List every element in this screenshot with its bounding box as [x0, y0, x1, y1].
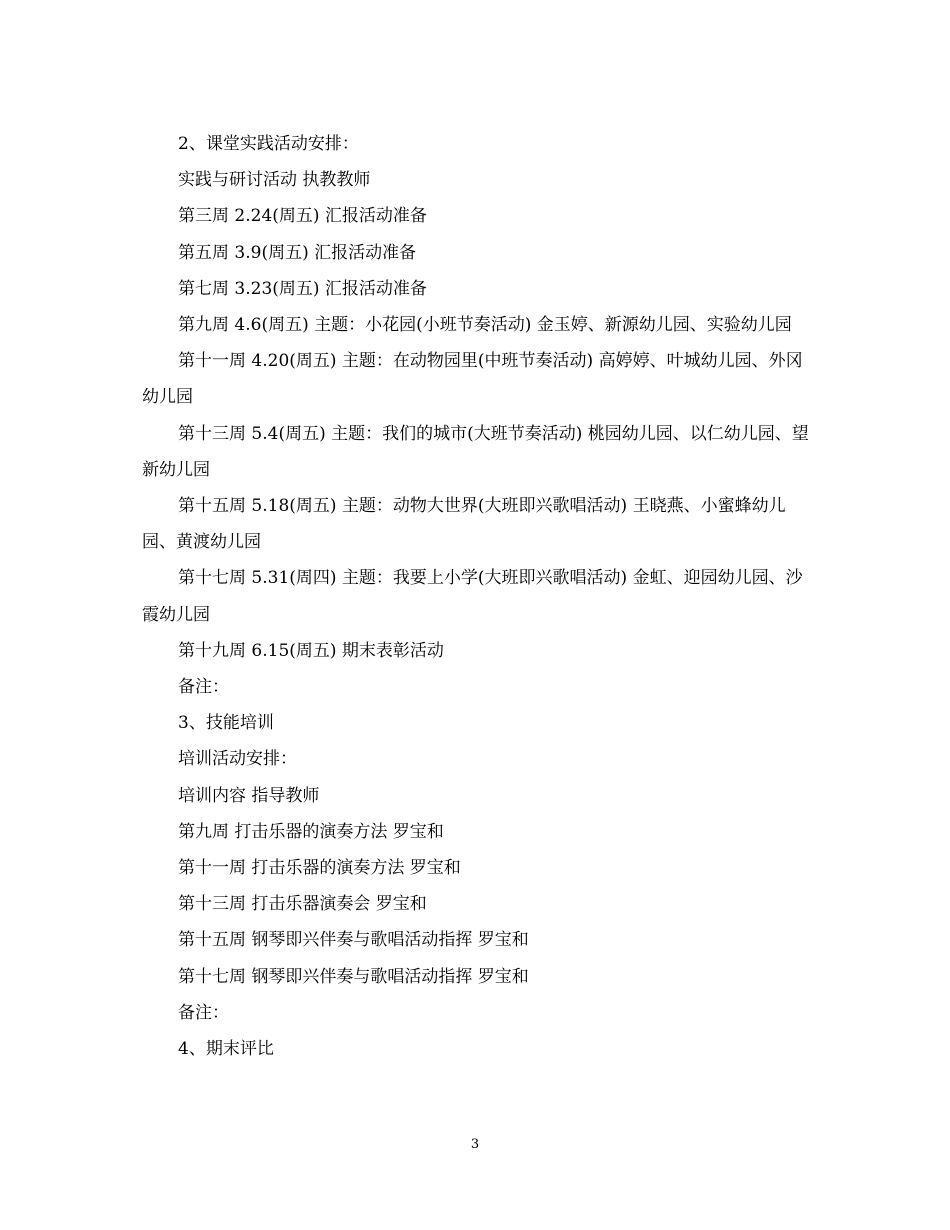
training-item: 第十一周 打击乐器的演奏方法 罗宝和	[178, 858, 461, 879]
schedule-item: 第五周 3.9(周五) 汇报活动准备	[178, 242, 417, 263]
training-item: 第十七周 钢琴即兴伴奏与歌唱活动指挥 罗宝和	[178, 966, 529, 987]
schedule-item: 第十九周 6.15(周五) 期末表彰活动	[178, 640, 444, 661]
training-item: 第十五周 钢琴即兴伴奏与歌唱活动指挥 罗宝和	[178, 930, 529, 951]
document-body	[142, 126, 810, 1067]
schedule-item: 第十一周 4.20(周五) 主题：在动物园里(中班节奏活动) 高婷婷、叶城幼儿园、外冈幼儿园	[142, 351, 803, 408]
schedule-item: 第十七周 5.31(周四) 主题：我要上小学(大班即兴歌唱活动) 金虹、迎园幼儿园、沙霞幼儿园	[142, 568, 803, 625]
section-heading-skill-training: 3、技能培训	[178, 713, 274, 734]
remarks-label: 备注：	[178, 677, 229, 698]
schedule-item: 第三周 2.24(周五) 汇报活动准备	[178, 206, 427, 227]
training-arrangement-label: 培训活动安排：	[178, 749, 297, 770]
training-item: 第十三周 打击乐器演奏会 罗宝和	[178, 894, 427, 915]
section-heading-final-evaluation: 4、期末评比	[178, 1039, 274, 1060]
page-number: 3	[470, 1137, 480, 1152]
schedule-item: 第十三周 5.4(周五) 主题：我们的城市(大班节奏活动) 桃园幼儿园、以仁幼儿园、望新幼儿园	[142, 423, 809, 480]
training-item: 第九周 打击乐器的演奏方法 罗宝和	[178, 821, 444, 842]
section-heading-classroom-practice: 2、课堂实践活动安排：	[178, 134, 359, 154]
remarks-label: 备注：	[178, 1002, 229, 1023]
table-header-practice: 实践与研讨活动 执教教师	[178, 170, 371, 191]
schedule-item: 第七周 3.23(周五) 汇报活动准备	[178, 278, 427, 299]
table-header-training: 培训内容 指导教师	[178, 785, 320, 806]
schedule-item: 第十五周 5.18(周五) 主题：动物大世界(大班即兴歌唱活动) 王晓燕、小蜜蜂幼儿园、黄渡幼儿园	[142, 496, 786, 553]
schedule-item: 第九周 4.6(周五) 主题：小花园(小班节奏活动) 金玉婷、新源幼儿园、实验幼儿园	[178, 315, 792, 336]
